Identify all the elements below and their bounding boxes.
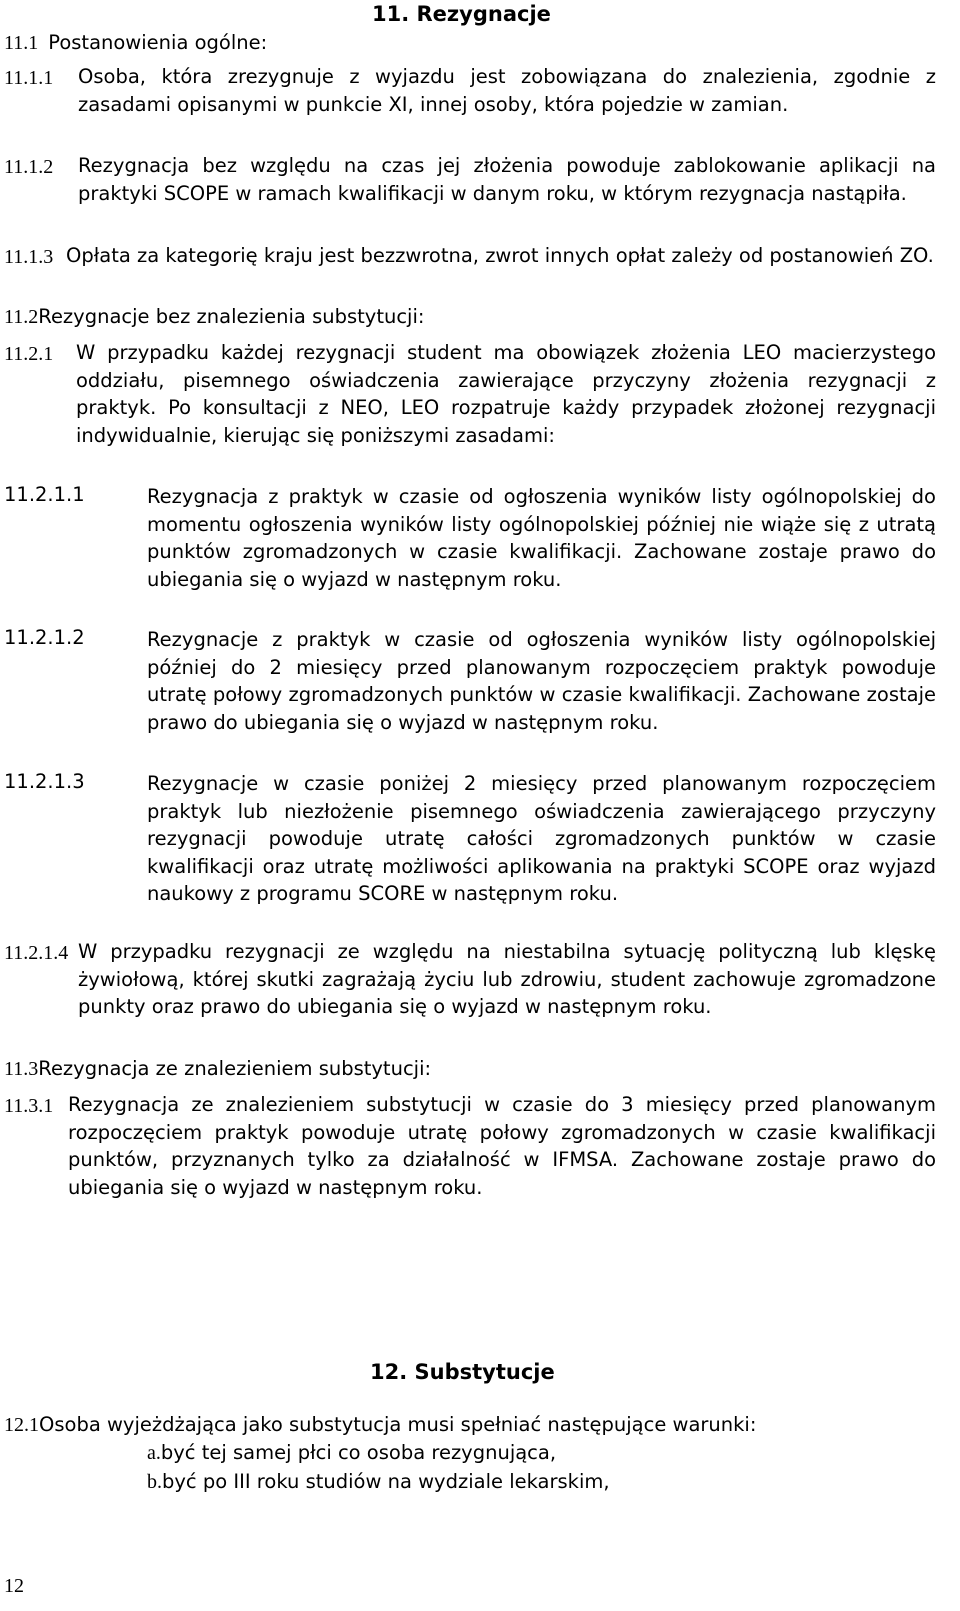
clause-text: Rezygnacje w czasie poniżej 2 miesięcy przed planowanym rozpoczęciem praktyk lub niezłożenie pisemnego oświadczenia zawierającego przyczyny rezygnacji powoduje utratę całości zgromadzonych punktów w czasie kwalifikacji oraz utratę możliwości aplikowania na praktyki SCOPE oraz wyjazd naukowy z programu SCORE w następnym roku. [147,772,936,905]
list-item-letter: b. [147,1471,162,1493]
subsection-number: 12.1 [4,1414,39,1436]
clause-text: Rezygnacja bez względu na czas jej złożenia powoduje zablokowanie aplikacji na praktyki SCOPE w ramach kwalifikacji w danym roku, w którym rezygnacja nastąpiła. [78,154,936,205]
subsection-11-3-heading [4,1057,431,1081]
clause-number-11-1-3: 11.1.3 [4,246,54,268]
subsection-12-1-heading [4,1413,756,1437]
subsection-number: 11.2 [4,306,39,328]
clause-text: W przypadku każdej rezygnacji student ma obowiązek złożenia LEO macierzystego oddziału, pisemnego oświadczenia zawierające przyczyny złożenia rezygnacji z praktyk. Po konsultacji z NEO, LEO rozpatruje każdy przypadek złożonej rezygnacji indywidualnie, kierując się poniższymi zasadami: [76,341,936,447]
list-item-text: być tej samej płci co osoba rezygnująca, [160,1441,557,1464]
clause-11-1-2-text [78,152,936,207]
page-number: 12 [4,1575,24,1597]
subsection-label: Postanowienia ogólne: [48,31,268,54]
clause-number-11-1-2: 11.1.2 [4,156,54,178]
clause-11-2-1-1-text [147,483,936,593]
clause-text: Rezygnacje z praktyk w czasie od ogłoszenia wyników listy ogólnopolskiej później do 2 miesięcy przed planowanym rozpoczęciem praktyk powoduje utratę połowy zgromadzonych punktów w czasie kwalifikacji. Zachowane zostaje prawo do ubiegania się o wyjazd w następnym roku. [147,628,936,734]
clause-11-2-1-4-text [78,938,936,1021]
list-item-text: być po III roku studiów na wydziale lekarskim, [162,1470,610,1493]
section-12-title: 12. Substytucje [370,1360,555,1384]
list-item-letter: a. [147,1442,161,1464]
clause-number-11-1-1: 11.1.1 [4,67,54,89]
clause-text: W przypadku rezygnacji ze względu na niestabilna sytuację polityczną lub klęskę żywiołową, której skutki zagrażają życiu lub zdrowiu, student zachowuje zgromadzone punkty oraz prawo do ubiegania się o wyjazd w następnym roku. [78,940,936,1018]
subsection-number: 11.1 [4,32,39,54]
clause-number-11-2-1: 11.2.1 [4,343,54,365]
clause-number-11-3-1: 11.3.1 [4,1095,54,1117]
clause-text: Rezygnacja z praktyk w czasie od ogłoszenia wyników listy ogólnopolskiej do momentu ogłoszenia wyników listy ogólnopolskiej później nie wiąże się z utratą punktów zgromadzonych w czasie kwalifikacji. Zachowane zostaje prawo do ubiegania się o wyjazd w następnym roku. [147,485,936,591]
subsection-number: 11.3 [4,1058,39,1080]
clause-11-1-3-text [66,242,936,270]
clause-text: Osoba, która zrezygnuje z wyjazdu jest zobowiązana do znalezienia, zgodnie z zasadami opisanymi w punkcie XI, innej osoby, która pojedzie w zamian. [78,65,936,116]
subsection-11-2-heading [4,305,424,329]
subsection-label: Rezygnacje bez znalezienia substytucji: [38,305,425,328]
subsection-label: Rezygnacja ze znalezieniem substytucji: [38,1057,432,1080]
clause-11-2-1-2-text [147,626,936,736]
clause-11-1-1-text [78,63,936,118]
list-item [147,1441,556,1465]
clause-number-11-2-1-3: 11.2.1.3 [4,770,85,793]
section-11-title: 11. Rezygnacje [372,2,551,26]
clause-number-11-2-1-2: 11.2.1.2 [4,626,85,649]
clause-text: Rezygnacja ze znalezieniem substytucji w czasie do 3 miesięcy przed planowanym rozpoczęciem praktyk powoduje utratę połowy zgromadzonych w czasie kwalifikacji punktów, przyznanych tylko za działalność w IFMSA. Zachowane zostaje prawo do ubiegania się o wyjazd w następnym roku. [68,1093,936,1199]
clause-11-2-1-3-text [147,770,936,908]
list-item [147,1470,610,1494]
clause-text: Opłata za kategorię kraju jest bezzwrotna, zwrot innych opłat zależy od postanowień ZO. [66,244,934,267]
subsection-label: Osoba wyjeżdżająca jako substytucja musi spełniać następujące warunki: [39,1413,757,1436]
clause-11-3-1-text [68,1091,936,1201]
clause-number-11-2-1-1: 11.2.1.1 [4,483,85,506]
clause-11-2-1-text [76,339,936,449]
subsection-11-1-heading [4,31,267,55]
clause-number-11-2-1-4: 11.2.1.4 [4,942,69,964]
